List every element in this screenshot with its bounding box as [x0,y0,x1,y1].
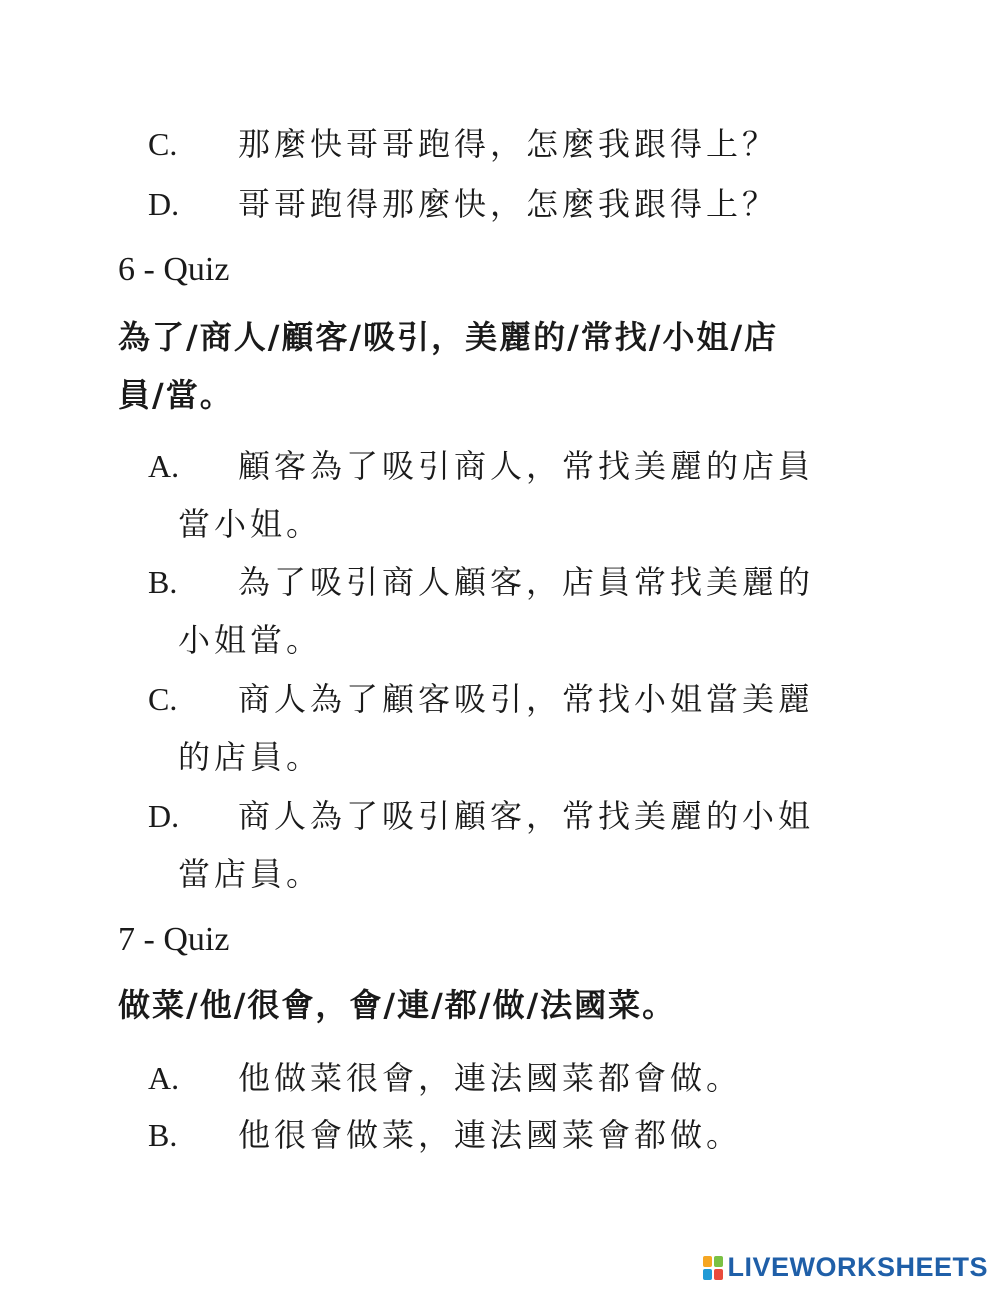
liveworksheets-brand[interactable] [703,1252,988,1283]
logo-tile [703,1269,712,1280]
option-text: 哥哥跑得那麼快，怎麼我跟得上？ [238,185,779,223]
option-text-line1: 顧客為了吸引商人，常找美麗的店員 [238,447,815,485]
option-text: 他做菜很會，連法國菜都會做。 [238,1059,743,1097]
q6-option-a[interactable] [148,437,868,553]
q6-option-b[interactable] [148,553,868,669]
option-text-line1: 為了吸引商人顧客，店員常找美麗的 [238,563,815,601]
option-letter: D. [148,186,180,222]
option-text-line1: 商人為了顧客吸引，常找小姐當美麗 [238,680,815,718]
q6-option-d[interactable] [148,787,868,903]
brand-name: LIVEWORKSHEETS [727,1252,988,1282]
option-text-line2: 小姐當。 [178,621,323,659]
q6-prompt-line1: 為了/商人/顧客/吸引，美麗的/常找/小姐/店 [118,318,779,356]
option-text-line2: 的店員。 [178,738,323,776]
logo-tile [703,1256,712,1267]
q6-prompt-line2: 員/當。 [118,376,234,414]
option-letter: D. [148,798,180,834]
option-letter: A. [148,448,180,484]
q7-option-b[interactable] [148,1106,868,1164]
option-text: 那麼快哥哥跑得，怎麼我跟得上？ [238,125,779,163]
option-letter: B. [148,564,178,600]
logo-tile [714,1256,723,1267]
option-letter: B. [148,1117,178,1153]
q6-option-c[interactable] [148,670,868,786]
q6-prompt [118,308,858,424]
option-text-line2: 當店員。 [178,855,323,893]
q7-option-a[interactable] [148,1049,868,1107]
option-text-line2: 當小姐。 [178,505,323,543]
option-text: 他很會做菜，連法國菜會都做。 [238,1116,743,1154]
q5-option-d[interactable] [148,175,868,233]
q7-prompt: 做菜/他/很會，會/連/都/做/法國菜。 [118,986,677,1024]
liveworksheets-logo-icon [703,1256,723,1280]
option-letter: C. [148,126,178,162]
option-letter: A. [148,1060,180,1096]
option-text-line1: 商人為了吸引顧客，常找美麗的小姐 [238,797,815,835]
logo-tile [714,1269,723,1280]
q5-option-c[interactable] [148,115,868,173]
q6-heading: 6 - Quiz [118,251,230,288]
option-letter: C. [148,681,178,717]
q7-heading: 7 - Quiz [118,921,230,958]
